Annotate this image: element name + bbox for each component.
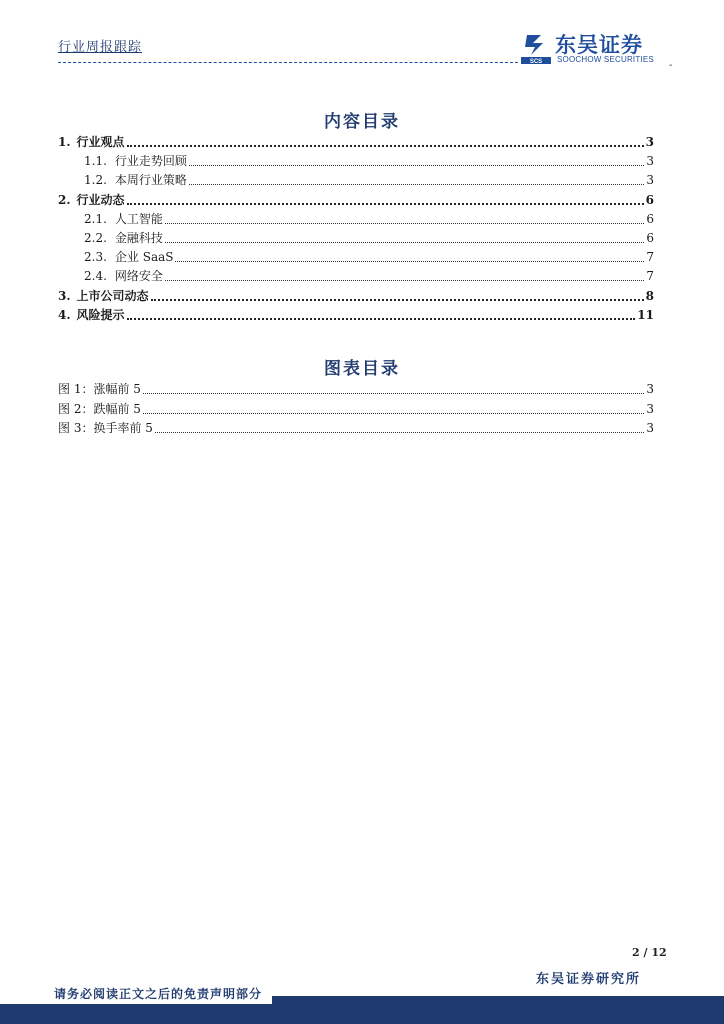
toc-entry[interactable] xyxy=(58,208,654,227)
toc-entry-page: 7 xyxy=(646,250,654,265)
toc-entry-number: 2. xyxy=(58,192,71,207)
toc-entry-number: 4. xyxy=(58,307,71,322)
footer-disclaimer: 请务必阅读正文之后的免责声明部分 xyxy=(54,987,263,1001)
toc-entry-number: 2.4. xyxy=(84,269,107,284)
toc-entry-page: 3 xyxy=(646,382,654,396)
toc-entry[interactable] xyxy=(58,150,654,169)
toc-entry-number: 图 2： xyxy=(58,401,94,416)
toc-entry-title: 行业动态 xyxy=(76,192,125,207)
toc-dot-leader xyxy=(127,145,644,147)
toc-entry[interactable] xyxy=(58,417,654,436)
contents-title: 内容目录 xyxy=(324,112,400,132)
toc-entry[interactable] xyxy=(58,378,654,397)
report-type-link[interactable]: 行业周报跟踪 xyxy=(58,40,143,55)
toc-entry-page: 3 xyxy=(645,135,654,149)
page-number: 2 / 12 xyxy=(632,946,667,959)
toc-dot-leader xyxy=(165,280,644,281)
toc-entry-page: 3 xyxy=(646,401,654,416)
logo-english-name: SOOCHOW SECURITIES xyxy=(557,55,654,64)
toc-entry-title: 风险提示 xyxy=(76,307,125,322)
header-divider xyxy=(58,62,518,63)
toc-dot-leader xyxy=(143,413,644,414)
toc-entry-title: 人工智能 xyxy=(114,211,163,226)
toc-entry-title: 上市公司动态 xyxy=(76,288,149,303)
toc-entry-number: 1.2. xyxy=(84,173,107,188)
toc-entry-number: 1. xyxy=(58,135,71,149)
toc-entry-number: 2.2. xyxy=(84,231,107,245)
toc-entry[interactable] xyxy=(58,265,654,284)
toc-entry-number: 图 3： xyxy=(58,421,94,435)
toc-entry-title: 金融科技 xyxy=(114,231,163,245)
toc-dot-leader xyxy=(151,299,644,301)
toc-entry-page: 6 xyxy=(645,192,654,207)
toc-entry-title: 网络安全 xyxy=(114,269,163,284)
toc-dot-leader xyxy=(155,432,644,433)
toc-entry-number: 图 1： xyxy=(58,382,94,396)
toc-entry-number: 2.1. xyxy=(84,211,107,226)
toc-entry-title: 换手率前 5 xyxy=(93,421,153,435)
toc-entry-number: 1.1. xyxy=(84,154,107,169)
toc-entry-number: 2.3. xyxy=(84,250,107,265)
toc-entry-page: 6 xyxy=(646,231,654,245)
toc-entry-page: 7 xyxy=(646,269,654,284)
figures-title: 图表目录 xyxy=(324,359,400,379)
toc-entry-title: 行业观点 xyxy=(76,135,125,149)
toc-dot-leader xyxy=(165,242,644,243)
header-dash: - xyxy=(669,60,673,71)
toc-entry-title: 跌幅前 5 xyxy=(93,401,141,416)
toc-entry[interactable] xyxy=(58,285,654,304)
toc-entry[interactable] xyxy=(58,398,654,417)
toc-entry[interactable] xyxy=(58,304,654,323)
toc-dot-leader xyxy=(127,203,644,205)
toc-entry-page: 8 xyxy=(645,288,654,303)
toc-entry-page: 3 xyxy=(646,421,654,435)
toc-entry[interactable] xyxy=(58,227,654,246)
toc-entry[interactable] xyxy=(58,246,654,265)
toc-dot-leader xyxy=(189,165,644,166)
toc-entry-page: 11 xyxy=(637,307,654,322)
toc-dot-leader xyxy=(175,261,644,262)
toc-entry-page: 6 xyxy=(646,211,654,226)
toc-entry[interactable] xyxy=(58,131,654,150)
toc-entry-number: 3. xyxy=(58,288,71,303)
toc-dot-leader xyxy=(143,393,644,394)
toc-dot-leader xyxy=(189,184,644,185)
logo-chinese-name: 东吴证券 xyxy=(555,33,643,57)
toc-dot-leader xyxy=(127,318,636,320)
logo-mark-icon xyxy=(521,31,551,65)
footer-institute: 东吴证券研究所 xyxy=(536,972,642,987)
toc-entry-page: 3 xyxy=(646,154,654,169)
toc-entry[interactable] xyxy=(58,189,654,208)
toc-entry-title: 企业 SaaS xyxy=(114,250,174,265)
toc-entry-page: 3 xyxy=(646,173,654,188)
soochow-logo xyxy=(521,31,671,67)
toc-dot-leader xyxy=(165,223,644,224)
logo-mark-text: SCS xyxy=(529,59,543,65)
toc-entry-title: 本周行业策略 xyxy=(114,173,187,188)
toc-entry-title: 行业走势回顾 xyxy=(114,154,187,169)
toc-entry-title: 涨幅前 5 xyxy=(93,382,141,396)
toc-entry[interactable] xyxy=(58,169,654,188)
